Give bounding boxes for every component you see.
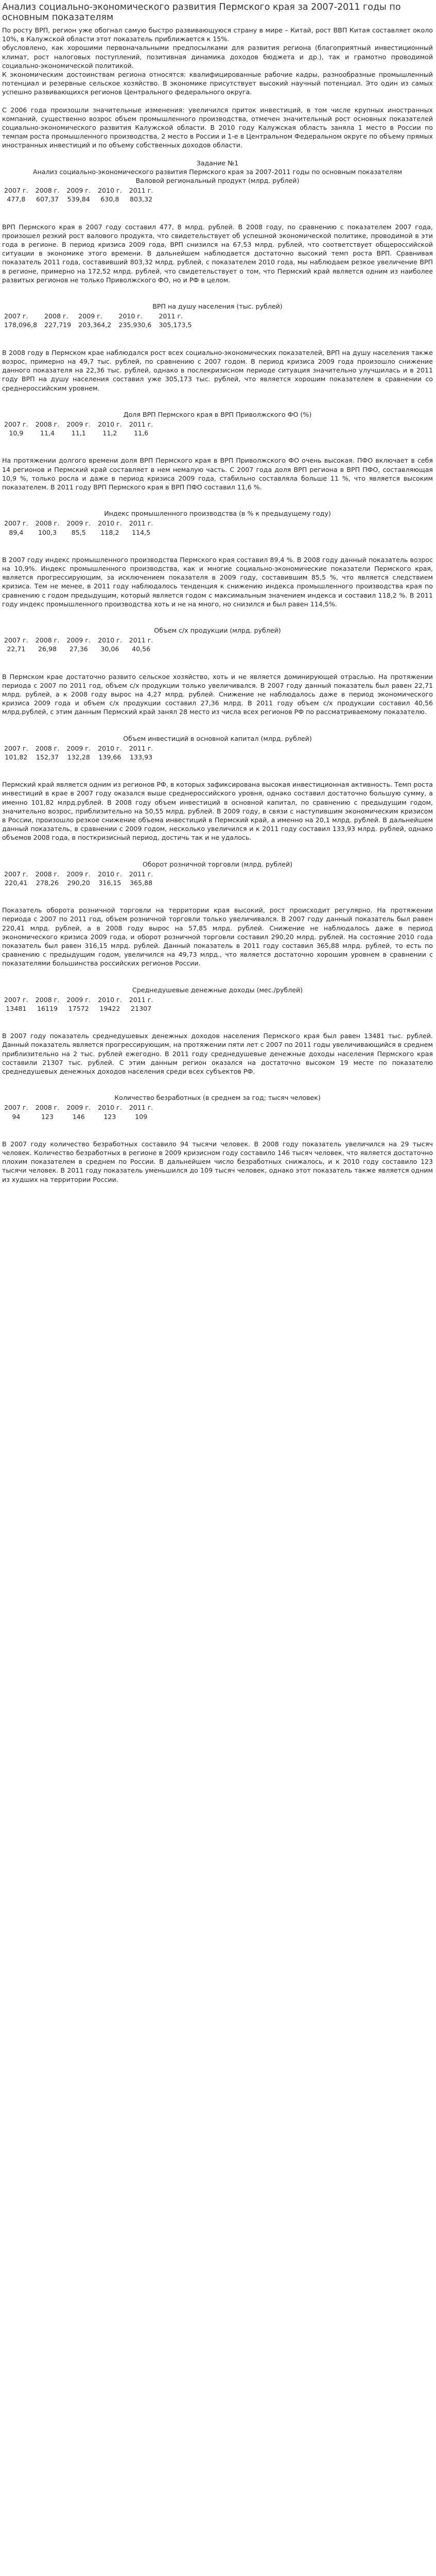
- value-cell: 123: [41, 1112, 54, 1121]
- indicator-table: [4, 744, 160, 761]
- analysis-paragraph: ВРП Пермского края в 2007 году составил 477, 8 млрд. рублей. В 2008 году, по сравнению с показателем 2007 года, произошел резкий рост валового продукта, что свидетельствует об успешной экономической политике, проводимой в эти года в регионе. В период кризиса 2009 года, ВРП снизился на 67,53 млрд. рублей, что соответствует общероссийской ситуации в экономике этого времени. В дальнейшем наблюдается достаточно высокий темп роста ВРП. Сравнивая показатель 2011 года, составивший 803,32 млрд. рублей, с показателем 2010 года, мы наблюдаем резкое увеличение ВРП в регионе, примерно на 172,52 млрд. рублей, что свидетельствует о том, что Пермский край является одним из наиболее развитых регионов не только Приволжского ФО, но и РФ в целом.: [2, 223, 433, 284]
- year-cell: 2009 г.: [66, 870, 91, 878]
- page-title: Анализ социально-экономического развития Пермского края за 2007-2011 годы по основным показателям: [2, 2, 401, 23]
- value-cell: 152,37: [36, 753, 59, 761]
- value-cell: 19422: [99, 1005, 120, 1013]
- value-cell: 146: [72, 1112, 85, 1121]
- value-cell: 235,930,6: [118, 321, 152, 329]
- year-cell: 2009 г.: [66, 744, 91, 752]
- value-cell: 21307: [131, 1005, 152, 1013]
- analysis-paragraph: В 2007 году количество безработных составило 94 тысячи человек. В 2008 году показатель увеличился на 29 тысяч человек. Количество безработных в регионе в 2009 кризисном году составило 146 тысяч человек, что является достаточно плохим показателем в среднем по России. В дальнейшем число безработных снижалось, и к 2010 году составило 123 тысячи человек. В 2011 году показатель уменьшился до 109 тысяч человек, однако этот показатель также является одним из худших на территории России.: [2, 1140, 433, 1183]
- value-cell: 203,364,2: [78, 321, 112, 329]
- year-header-row: [4, 870, 160, 878]
- value-cell: 100,3: [38, 528, 57, 536]
- document: [0, 0, 436, 1184]
- value-row: [4, 753, 160, 761]
- year-cell: 2008 г.: [35, 995, 60, 1004]
- year-cell: 2007 г.: [4, 1104, 28, 1112]
- value-cell: 290,20: [67, 879, 90, 887]
- value-cell: 178,096,8: [4, 321, 38, 329]
- year-cell: 2007 г.: [4, 870, 28, 878]
- value-cell: 94: [12, 1112, 21, 1121]
- year-cell: 2008 г.: [35, 420, 60, 428]
- value-cell: 133,93: [130, 753, 153, 761]
- year-header-row: [4, 995, 160, 1004]
- value-cell: 132,28: [67, 753, 90, 761]
- value-cell: 118,2: [100, 528, 119, 536]
- year-cell: 2011 г.: [129, 519, 153, 528]
- year-cell: 2008 г.: [35, 744, 60, 752]
- indicator-section: [2, 860, 433, 968]
- indicator-section: [2, 176, 433, 284]
- value-cell: 607,37: [36, 195, 59, 204]
- intro-paragraph-3: К экономическим достоинствам региона относятся: квалифицированные рабочие кадры, разнообразные промышленный потенциал и резервные сельское хозяйство. В экономике присутствует высокий научный потенциал. Это один из самых успешно развивающихся регионов Центрального федерального округа.: [2, 71, 433, 96]
- year-header-row: [4, 420, 160, 429]
- year-cell: 2009 г.: [66, 519, 91, 528]
- year-cell: 2007 г.: [4, 744, 28, 752]
- year-cell: 2010 г.: [98, 1104, 122, 1112]
- value-cell: 139,66: [98, 753, 121, 761]
- indicator-caption: Оборот розничной торговли (млрд. рублей): [142, 860, 293, 868]
- indicator-caption: Индекс промышленного производства (в % к предыдущему году): [104, 510, 331, 518]
- value-cell: 101,82: [5, 753, 28, 761]
- indicator-sections: [2, 176, 433, 1184]
- value-cell: 227,719: [44, 321, 72, 329]
- indicator-caption: ВРП на душу населения (тыс. рублей): [152, 302, 283, 311]
- analysis-paragraph: В 2008 году в Пермском крае наблюдался рост всех социально-экономических показателей, ВРП на душу населения также возрос, примерно на 49,7 тыс. рублей, по сравнению с 2007 годом. В период кризиса 2009 года произошло снижение данного показателя на 22,36 тыс. рублей, однако в послекризисном периоде ситуация значительно улучшилась и в 2011 году ВРП на душу населения составил уже 305,173 тыс. рублей, что является хорошим показателем в сравнении со среднероссийским уровнем.: [2, 348, 433, 392]
- value-row: [4, 1004, 160, 1013]
- value-cell: 109: [135, 1112, 148, 1121]
- year-cell: 2010 г.: [98, 519, 122, 528]
- value-row: [4, 320, 199, 329]
- indicator-caption: Доля ВРП Пермского края в ВРП Приволжского ФО (%): [123, 410, 312, 418]
- analysis-paragraph: Пермский край является одним из регионов РФ, в которых зафиксирована высокая инвестиционная активность. Темп роста инвестиций в крае в 2007 году оказался выше среднероссийского уровня, однако составил достаточно большую сумму, а именно 101,82 млрд.рублей. В 2008 году объем инвестиций в основной капитал, по сравнению с предыдущим годом, значительно возрос, приблизительно на 50,55 млрд. рублей. В 2009 году, в связи с наступившим экономическим кризисом в России, произошло резкое снижение объема инвестиций в Пермский край, а именно на 20,1 млрд. рублей. В дальнейшем данный показатель, в сравнении с 2009 годом, несколько увеличился и к 2011 году составил 133,93 млрд. рублей, однако объемов 2008 года, в посткризисный период, достичь так и не удалось.: [2, 781, 433, 842]
- intro-paragraph-4: С 2006 года произошли значительные изменения: увеличился приток инвестиций, в том числе крупных иностранных компаний, существенно возрос объем промышленного производства, отмечен значительный рост основных показателей социально-экономического развития Калужской области. В 2010 году Калужская область заняла 1 место в России по темпам роста промышленного производства, 2 место в России и 1-е в Центральном Федеральном округе по объему прямых иностранных инвестиций и по объему собственных доходов области.: [2, 106, 433, 149]
- intro-paragraph-2: обусловлено, как хорошими первоначальными предпосылками для развития региона (благоприятный инвестиционный климат, рост налоговых поступлений, позитивная динамика доходов бюджета и др.), так и грамотно проводимой социально-экономической политикой.: [2, 44, 433, 70]
- year-cell: 2008 г.: [35, 187, 60, 195]
- value-cell: 114,5: [132, 528, 151, 536]
- year-header-row: [4, 186, 160, 195]
- year-cell: 2007 г.: [4, 312, 28, 320]
- value-cell: 11,2: [102, 429, 117, 437]
- year-cell: 2009 г.: [66, 636, 91, 645]
- value-cell: 123: [103, 1112, 116, 1121]
- value-row: [4, 429, 160, 437]
- value-cell: 89,4: [9, 528, 24, 536]
- year-cell: 2010 г.: [98, 187, 122, 195]
- year-cell: 2010 г.: [118, 312, 143, 320]
- value-cell: 22,71: [7, 645, 26, 653]
- year-cell: 2010 г.: [98, 420, 122, 428]
- year-cell: 2008 г.: [35, 870, 60, 878]
- indicator-table: [4, 870, 160, 887]
- value-cell: 13481: [6, 1005, 27, 1013]
- analysis-paragraph: В 2007 году показатель среднедушевых денежных доходов населения Пермского края был равен 13481 тыс. рублей. Данный показатель является прогрессирующим, на протяжении пяти лет с 2007 по 2011 годы увеличивающийся в среднем приблизительно на 2 тыс. рублей ежегодно. В 2011 году среднедушевые денежные доходы населения Пермского края составили 21307 тыс. рублей. С этим данным регион оказался на достаточно высоком 19 месте по показателю среднедушевых денежных доходов населения среди всех субъектов РФ.: [2, 1032, 433, 1076]
- indicator-caption: Объем инвестиций в основной капитал (млрд. рублей): [123, 734, 312, 742]
- value-row: [4, 195, 160, 204]
- value-cell: 11,4: [40, 429, 55, 437]
- value-cell: 30,06: [100, 645, 119, 653]
- indicator-table: [4, 186, 160, 204]
- indicator-table: [4, 312, 199, 329]
- year-cell: 2009 г.: [78, 312, 102, 320]
- value-cell: 365,88: [130, 879, 153, 887]
- year-cell: 2010 г.: [98, 995, 122, 1004]
- year-cell: 2007 г.: [4, 519, 28, 528]
- indicator-table: [4, 519, 160, 536]
- task-label: Задание №1: [196, 159, 239, 167]
- indicator-caption: Валовой региональный продукт (млрд. рублей): [135, 177, 300, 185]
- value-cell: 11,6: [134, 429, 149, 437]
- value-cell: 305,173,5: [159, 321, 192, 329]
- analysis-paragraph: На протяжении долгого времени доля ВРП Пермского края в ВРП Приволжского ФО очень высокая. ПФО включает в себя 14 регионов и Пермский край составляет в нем немалую часть. С 2007 года доля ВРП региона в ВРП ПФО, составляющая 10,9 %, только росла и даже в период кризиса 2009 года, стабильно составляла больше 11 %, что является высоким показателем. В 2011 году ВРП Пермского края в ВРП ПФО составил 11,6 %.: [2, 456, 433, 491]
- indicator-section: [2, 509, 433, 608]
- year-cell: 2008 г.: [35, 636, 60, 645]
- intro-paragraph-1: По росту ВРП, регион уже обогнал самую быстро развивающуюся страну в мире – Китай, рост ВВП Китая составляет около 10%, в Калужской области этот показатель приближается к 15%.: [2, 26, 433, 43]
- year-cell: 2010 г.: [98, 870, 122, 878]
- year-cell: 2011 г.: [129, 870, 153, 878]
- year-cell: 2011 г.: [129, 744, 153, 752]
- value-cell: 26,98: [38, 645, 57, 653]
- indicator-section: [2, 1093, 433, 1184]
- indicator-table: [4, 420, 160, 437]
- year-header-row: [4, 744, 160, 753]
- value-cell: 11,1: [71, 429, 86, 437]
- indicator-section: [2, 986, 433, 1076]
- year-header-row: [4, 312, 199, 320]
- indicator-caption: Среднедушевые денежные доходы (мес./рублей): [132, 986, 303, 994]
- indicator-section: [2, 302, 433, 393]
- value-cell: 539,84: [67, 195, 90, 204]
- year-header-row: [4, 519, 160, 528]
- value-row: [4, 645, 160, 653]
- year-cell: 2007 г.: [4, 636, 28, 645]
- value-row: [4, 1112, 160, 1121]
- indicator-caption: Количество безработных (в среднем за год; тысяч человек): [114, 1094, 321, 1102]
- year-cell: 2007 г.: [4, 420, 28, 428]
- year-cell: 2011 г.: [129, 636, 153, 645]
- value-cell: 40,56: [132, 645, 151, 653]
- value-cell: 803,32: [130, 195, 153, 204]
- indicator-caption: Объем с/х продукции (млрд. рублей): [154, 626, 281, 634]
- value-cell: 477,8: [7, 195, 26, 204]
- year-cell: 2011 г.: [159, 312, 183, 320]
- year-cell: 2009 г.: [66, 995, 91, 1004]
- indicator-table: [4, 995, 160, 1013]
- indicator-table: [4, 1103, 160, 1121]
- value-cell: 220,41: [5, 879, 28, 887]
- year-cell: 2008 г.: [35, 519, 60, 528]
- value-cell: 630,8: [100, 195, 119, 204]
- year-cell: 2011 г.: [129, 995, 153, 1004]
- value-cell: 10,9: [9, 429, 24, 437]
- year-cell: 2011 г.: [129, 187, 153, 195]
- indicator-section: [2, 410, 433, 492]
- year-cell: 2010 г.: [98, 636, 122, 645]
- value-row: [4, 878, 160, 887]
- year-header-row: [4, 1103, 160, 1112]
- year-cell: 2009 г.: [66, 1104, 91, 1112]
- indicator-section: [2, 626, 433, 717]
- value-cell: 27,36: [69, 645, 88, 653]
- analysis-paragraph: В Пермском крае достаточно развито сельское хозяйство, хоть и не является доминирующей отраслью. На протяжении периода с 2007 по 2011 год, объем с/х продукции только увеличивался. В 2007 году данный показатель был равен 22,71 млрд. рублей, а к 2008 году вырос на 4,27 млрд. рублей. Снижение не наблюдалось даже в период экономического кризиса 2009 года и объем с/х продукции составил 27,36 млрд. В 2011 году объем с/х продукции составил 40,56 млрд.рублей, с этим данным Пермский край занял 28 место из числа всех регионов РФ по рассматриваемому показателю.: [2, 672, 433, 716]
- year-cell: 2007 г.: [4, 187, 28, 195]
- year-cell: 2008 г.: [44, 312, 68, 320]
- year-cell: 2011 г.: [129, 420, 153, 428]
- value-cell: 17572: [68, 1005, 89, 1013]
- year-cell: 2007 г.: [4, 995, 28, 1004]
- value-cell: 278,26: [36, 879, 59, 887]
- value-cell: 85,5: [71, 528, 86, 536]
- analysis-paragraph: В 2007 году индекс промышленного производства Пермского края составил 89,4 %. В 2008 году данный показатель возрос на 10,9%. Индекс промышленного производства, как и многие социально-экономические показатели Пермского края, является прогрессирующим, за исключением показателя в 2009 году, составившим 85,5 %, что является следствием кризиса. Тем не менее, в 2011 году наблюдалось тенденция к снижению индекса промышленного производства края по сравнению с годом предыдущим, который является годом с максимальным значением индекса и составил 118,2 %. В 2011 году индекс промышленного производства хоть и не на много, но снизился и был равен 114,5%.: [2, 555, 433, 608]
- year-cell: 2009 г.: [66, 187, 91, 195]
- indicator-table: [4, 636, 160, 653]
- indicator-section: [2, 734, 433, 842]
- year-cell: 2010 г.: [98, 744, 122, 752]
- value-row: [4, 528, 160, 537]
- value-cell: 316,15: [98, 879, 121, 887]
- year-cell: 2011 г.: [129, 1104, 153, 1112]
- task-title: Анализ социально-экономического развития Пермского края за 2007-2011 годы по основным показателям: [33, 167, 402, 176]
- value-cell: 16119: [37, 1005, 58, 1013]
- year-header-row: [4, 636, 160, 645]
- analysis-paragraph: Показатель оборота розничной торговли на территории края высокий, рост происходит регулярно. На протяжении периода с 2007 по 2011 год, объем розничной торговли только увеличивался. В 2007 году данный показатель был равен 220,41 млрд. рублей, а в 2008 году вырос на 57,85 млрд. рублей. Снижение не наблюдалось даже в период экономического кризиса 2009 года, и оборот розничной торговли составил 290,20 млрд. рублей. На состояние 2010 года показатель был равен 316,15 млрд. рублей. Данный показатель в 2011 году составил 365,88 млрд. рублей, то есть по сравнению с предыдущим годом, увеличился на 49,73 млрд., что является достаточно хорошим уровнем в сравнении с показателями большинства российских регионов России.: [2, 906, 433, 968]
- year-cell: 2008 г.: [35, 1104, 60, 1112]
- year-cell: 2009 г.: [66, 420, 91, 428]
